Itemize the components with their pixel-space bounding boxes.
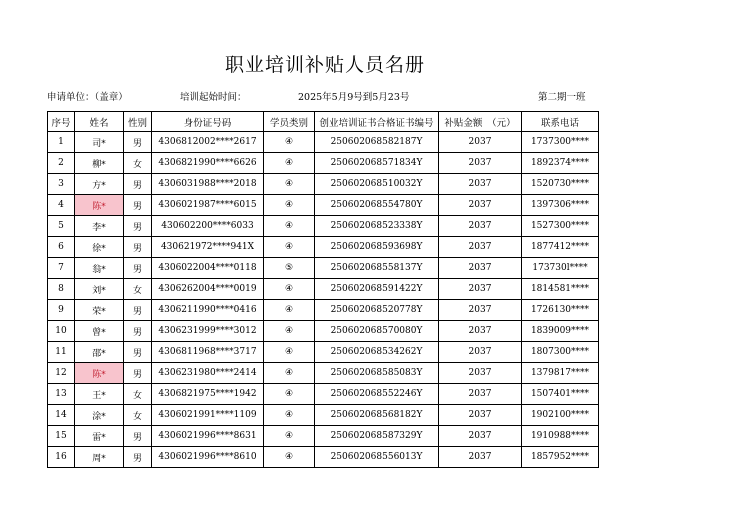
batch-label: 第二期一班	[538, 92, 586, 103]
phone-number-cell: 1520730****	[522, 174, 599, 195]
row-number-cell: 13	[48, 384, 75, 405]
id-number-cell: 4306821990****6626	[152, 153, 264, 174]
student-type-cell: ④	[264, 174, 315, 195]
trainee-name-cell: 荣*	[75, 300, 124, 321]
header-certificate-number: 创业培训证书合格证书编号	[315, 112, 439, 132]
row-number-cell: 2	[48, 153, 75, 174]
phone-number-cell: 173730l****	[522, 258, 599, 279]
certificate-number-cell: 250602068587329Y	[315, 426, 439, 447]
header-phone: 联系电话	[522, 112, 599, 132]
student-type-cell: ④	[264, 426, 315, 447]
table-row	[48, 321, 599, 342]
roster-table	[47, 111, 599, 468]
table-row	[48, 363, 599, 384]
trainee-name-cell: 徐*	[75, 237, 124, 258]
header-no: 序号	[48, 112, 75, 132]
id-number-cell: 430621972****941X	[152, 237, 264, 258]
student-type-cell: ④	[264, 153, 315, 174]
certificate-number-cell: 250602068520778Y	[315, 300, 439, 321]
table-row	[48, 300, 599, 321]
table-row	[48, 384, 599, 405]
phone-number-cell: 1902100****	[522, 405, 599, 426]
header-id-number: 身份证号码	[152, 112, 264, 132]
trainee-sex-cell: 男	[124, 300, 152, 321]
trainee-name-cell: 李*	[75, 216, 124, 237]
table-row	[48, 426, 599, 447]
applicant-label: 申请单位：（盖章）	[47, 92, 128, 103]
phone-number-cell: 1839009****	[522, 321, 599, 342]
trainee-sex-cell: 女	[124, 405, 152, 426]
row-number-cell: 6	[48, 237, 75, 258]
table-row	[48, 174, 599, 195]
trainee-sex-cell: 男	[124, 132, 152, 153]
table-row	[48, 132, 599, 153]
subsidy-amount-cell: 2037	[439, 405, 522, 426]
row-number-cell: 10	[48, 321, 75, 342]
phone-number-cell: 1892374****	[522, 153, 599, 174]
phone-number-cell: 1814581****	[522, 279, 599, 300]
student-type-cell: ④	[264, 237, 315, 258]
subsidy-amount-cell: 2037	[439, 174, 522, 195]
phone-number-cell: 1726130****	[522, 300, 599, 321]
phone-number-cell: 1807300****	[522, 342, 599, 363]
table-row	[48, 447, 599, 468]
trainee-name-cell: 陈*	[75, 363, 124, 384]
trainee-sex-cell: 男	[124, 216, 152, 237]
table-row	[48, 216, 599, 237]
subsidy-amount-cell: 2037	[439, 300, 522, 321]
trainee-sex-cell: 女	[124, 153, 152, 174]
student-type-cell: ⑤	[264, 258, 315, 279]
subsidy-amount-cell: 2037	[439, 447, 522, 468]
row-number-cell: 4	[48, 195, 75, 216]
training-start-label: 培训起始时间：	[180, 92, 247, 103]
header-student-type: 学员类别	[264, 112, 315, 132]
trainee-name-cell: 方*	[75, 174, 124, 195]
trainee-sex-cell: 男	[124, 426, 152, 447]
row-number-cell: 11	[48, 342, 75, 363]
table-row	[48, 279, 599, 300]
student-type-cell: ④	[264, 216, 315, 237]
certificate-number-cell: 250602068568182Y	[315, 405, 439, 426]
row-number-cell: 9	[48, 300, 75, 321]
header-sex: 性别	[124, 112, 152, 132]
certificate-number-cell: 250602068558137Y	[315, 258, 439, 279]
table-row	[48, 195, 599, 216]
trainee-sex-cell: 男	[124, 195, 152, 216]
id-number-cell: 4306021996****8610	[152, 447, 264, 468]
subsidy-amount-cell: 2037	[439, 342, 522, 363]
subsidy-amount-cell: 2037	[439, 426, 522, 447]
trainee-name-cell: 柳*	[75, 153, 124, 174]
row-number-cell: 12	[48, 363, 75, 384]
certificate-number-cell: 250602068570080Y	[315, 321, 439, 342]
trainee-name-cell: 涂*	[75, 405, 124, 426]
header-name: 姓名	[75, 112, 124, 132]
phone-number-cell: 1877412****	[522, 237, 599, 258]
student-type-cell: ④	[264, 384, 315, 405]
certificate-number-cell: 250602068585083Y	[315, 363, 439, 384]
subsidy-amount-cell: 2037	[439, 132, 522, 153]
student-type-cell: ④	[264, 195, 315, 216]
subsidy-amount-cell: 2037	[439, 195, 522, 216]
trainee-name-cell: 王*	[75, 384, 124, 405]
id-number-cell: 4306021987****6015	[152, 195, 264, 216]
row-number-cell: 7	[48, 258, 75, 279]
subsidy-amount-cell: 2037	[439, 258, 522, 279]
header-subsidy-amount: 补贴金额 （元）	[439, 112, 522, 132]
certificate-number-cell: 250602068556013Y	[315, 447, 439, 468]
trainee-sex-cell: 男	[124, 447, 152, 468]
subsidy-amount-cell: 2037	[439, 216, 522, 237]
id-number-cell: 4306821975****1942	[152, 384, 264, 405]
trainee-sex-cell: 男	[124, 258, 152, 279]
page-title: 职业培训补贴人员名册	[224, 54, 425, 76]
phone-number-cell: 1527300****	[522, 216, 599, 237]
student-type-cell: ④	[264, 405, 315, 426]
row-number-cell: 14	[48, 405, 75, 426]
id-number-cell: 4306231980****2414	[152, 363, 264, 384]
row-number-cell: 5	[48, 216, 75, 237]
student-type-cell: ④	[264, 447, 315, 468]
id-number-cell: 4306031988****2018	[152, 174, 264, 195]
trainee-name-cell: 曾*	[75, 321, 124, 342]
student-type-cell: ④	[264, 279, 315, 300]
certificate-number-cell: 250602068523338Y	[315, 216, 439, 237]
phone-number-cell: 1910988****	[522, 426, 599, 447]
certificate-number-cell: 250602068552246Y	[315, 384, 439, 405]
id-number-cell: 4306231999****3012	[152, 321, 264, 342]
certificate-number-cell: 250602068571834Y	[315, 153, 439, 174]
subsidy-amount-cell: 2037	[439, 321, 522, 342]
training-dates: 2025年5月9号到5月23号	[298, 92, 410, 103]
id-number-cell: 4306812002****2617	[152, 132, 264, 153]
phone-number-cell: 1507401****	[522, 384, 599, 405]
trainee-sex-cell: 男	[124, 363, 152, 384]
student-type-cell: ④	[264, 132, 315, 153]
phone-number-cell: 1737300****	[522, 132, 599, 153]
certificate-number-cell: 250602068534262Y	[315, 342, 439, 363]
trainee-name-cell: 刘*	[75, 279, 124, 300]
trainee-name-cell: 雷*	[75, 426, 124, 447]
student-type-cell: ④	[264, 363, 315, 384]
roster-body	[48, 132, 599, 468]
certificate-number-cell: 250602068591422Y	[315, 279, 439, 300]
id-number-cell: 4306021996****8631	[152, 426, 264, 447]
subsidy-amount-cell: 2037	[439, 384, 522, 405]
row-number-cell: 1	[48, 132, 75, 153]
row-number-cell: 8	[48, 279, 75, 300]
row-number-cell: 16	[48, 447, 75, 468]
id-number-cell: 4306262004****0019	[152, 279, 264, 300]
trainee-sex-cell: 男	[124, 342, 152, 363]
table-row	[48, 405, 599, 426]
phone-number-cell: 1857952****	[522, 447, 599, 468]
phone-number-cell: 1397306****	[522, 195, 599, 216]
certificate-number-cell: 250602068510032Y	[315, 174, 439, 195]
subsidy-amount-cell: 2037	[439, 153, 522, 174]
table-row	[48, 153, 599, 174]
table-row	[48, 258, 599, 279]
certificate-number-cell: 250602068582187Y	[315, 132, 439, 153]
subsidy-amount-cell: 2037	[439, 363, 522, 384]
trainee-name-cell: 陈*	[75, 195, 124, 216]
certificate-number-cell: 250602068554780Y	[315, 195, 439, 216]
student-type-cell: ④	[264, 321, 315, 342]
subsidy-amount-cell: 2037	[439, 279, 522, 300]
student-type-cell: ④	[264, 342, 315, 363]
trainee-name-cell: 翁*	[75, 258, 124, 279]
trainee-name-cell: 周*	[75, 447, 124, 468]
trainee-sex-cell: 女	[124, 384, 152, 405]
trainee-name-cell: 邵*	[75, 342, 124, 363]
table-row	[48, 237, 599, 258]
subsidy-amount-cell: 2037	[439, 237, 522, 258]
phone-number-cell: 1379817****	[522, 363, 599, 384]
id-number-cell: 430602200****6033	[152, 216, 264, 237]
trainee-sex-cell: 男	[124, 174, 152, 195]
trainee-sex-cell: 男	[124, 321, 152, 342]
id-number-cell: 4306811968****3717	[152, 342, 264, 363]
id-number-cell: 4306021991****1109	[152, 405, 264, 426]
certificate-number-cell: 250602068593698Y	[315, 237, 439, 258]
student-type-cell: ④	[264, 300, 315, 321]
id-number-cell: 4306211990****0416	[152, 300, 264, 321]
row-number-cell: 3	[48, 174, 75, 195]
trainee-sex-cell: 男	[124, 237, 152, 258]
trainee-name-cell: 司*	[75, 132, 124, 153]
row-number-cell: 15	[48, 426, 75, 447]
table-row	[48, 342, 599, 363]
trainee-sex-cell: 女	[124, 279, 152, 300]
id-number-cell: 4306022004****0118	[152, 258, 264, 279]
table-header-row	[48, 112, 599, 132]
